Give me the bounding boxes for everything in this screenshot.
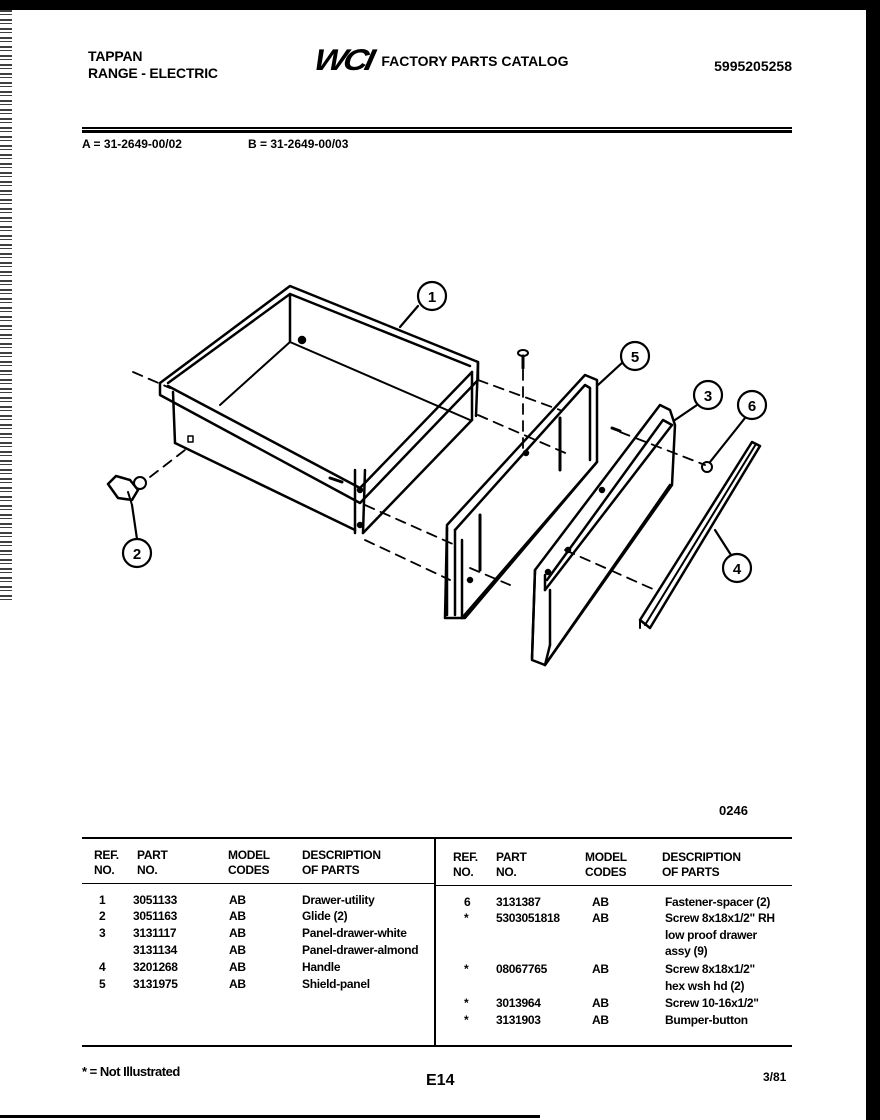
scan-edge-bottom — [0, 1115, 540, 1118]
callout-4 — [715, 530, 751, 582]
glide-drawing — [108, 476, 146, 505]
catalog-header — [310, 44, 569, 77]
svg-text:4: 4 — [732, 561, 742, 578]
scan-edge-left — [0, 10, 12, 600]
page-number: E14 — [426, 1072, 455, 1089]
callout-1 — [400, 282, 446, 327]
header-rule — [82, 127, 792, 133]
svg-text:5: 5 — [630, 349, 640, 366]
header-ref-no-left: REF. NO. — [94, 848, 119, 877]
svg-text:6: 6 — [747, 398, 757, 415]
svg-text:1: 1 — [427, 289, 437, 306]
catalog-title: FACTORY PARTS CATALOG — [381, 53, 569, 69]
table-top-rule — [82, 837, 792, 839]
diagram-code: 0246 — [719, 803, 748, 818]
table-column-divider — [434, 838, 436, 1046]
callout-2 — [123, 505, 151, 567]
scan-edge-top — [0, 0, 880, 10]
exploded-parts-diagram — [90, 270, 810, 690]
brand-block — [88, 48, 218, 82]
header-ref-no-right: REF. NO. — [453, 850, 478, 879]
model-b: B = 31-2649-00/03 — [248, 137, 349, 151]
callout-5 — [598, 342, 649, 385]
screw-drawing — [518, 350, 528, 368]
product-type: RANGE - ELECTRIC — [88, 65, 218, 81]
brand-name: TAPPAN — [88, 48, 143, 64]
callout-3 — [675, 381, 722, 420]
header-description-left: DESCRIPTION OF PARTS — [302, 848, 381, 877]
header-rule-left — [82, 883, 434, 884]
header-part-no-right: PART NO. — [496, 850, 527, 879]
wci-logo: WCI — [310, 44, 375, 77]
scan-edge-right — [866, 0, 880, 1120]
header-model-codes-left: MODEL CODES — [228, 848, 270, 877]
header-description-right: DESCRIPTION OF PARTS — [662, 850, 741, 879]
table-bottom-rule — [82, 1045, 792, 1047]
header-model-codes-right: MODEL CODES — [585, 850, 627, 879]
header-rule-right — [436, 885, 792, 886]
drawer-utility-drawing — [160, 286, 478, 533]
svg-text:3: 3 — [703, 388, 713, 405]
not-illustrated-legend: * = Not Illustrated — [82, 1064, 180, 1079]
model-a: A = 31-2649-00/02 — [82, 137, 182, 151]
header-part-no-left: PART NO. — [137, 848, 168, 877]
catalog-date: 3/81 — [763, 1070, 787, 1084]
catalog-number: 5995205258 — [714, 58, 792, 74]
svg-text:2: 2 — [132, 546, 142, 563]
